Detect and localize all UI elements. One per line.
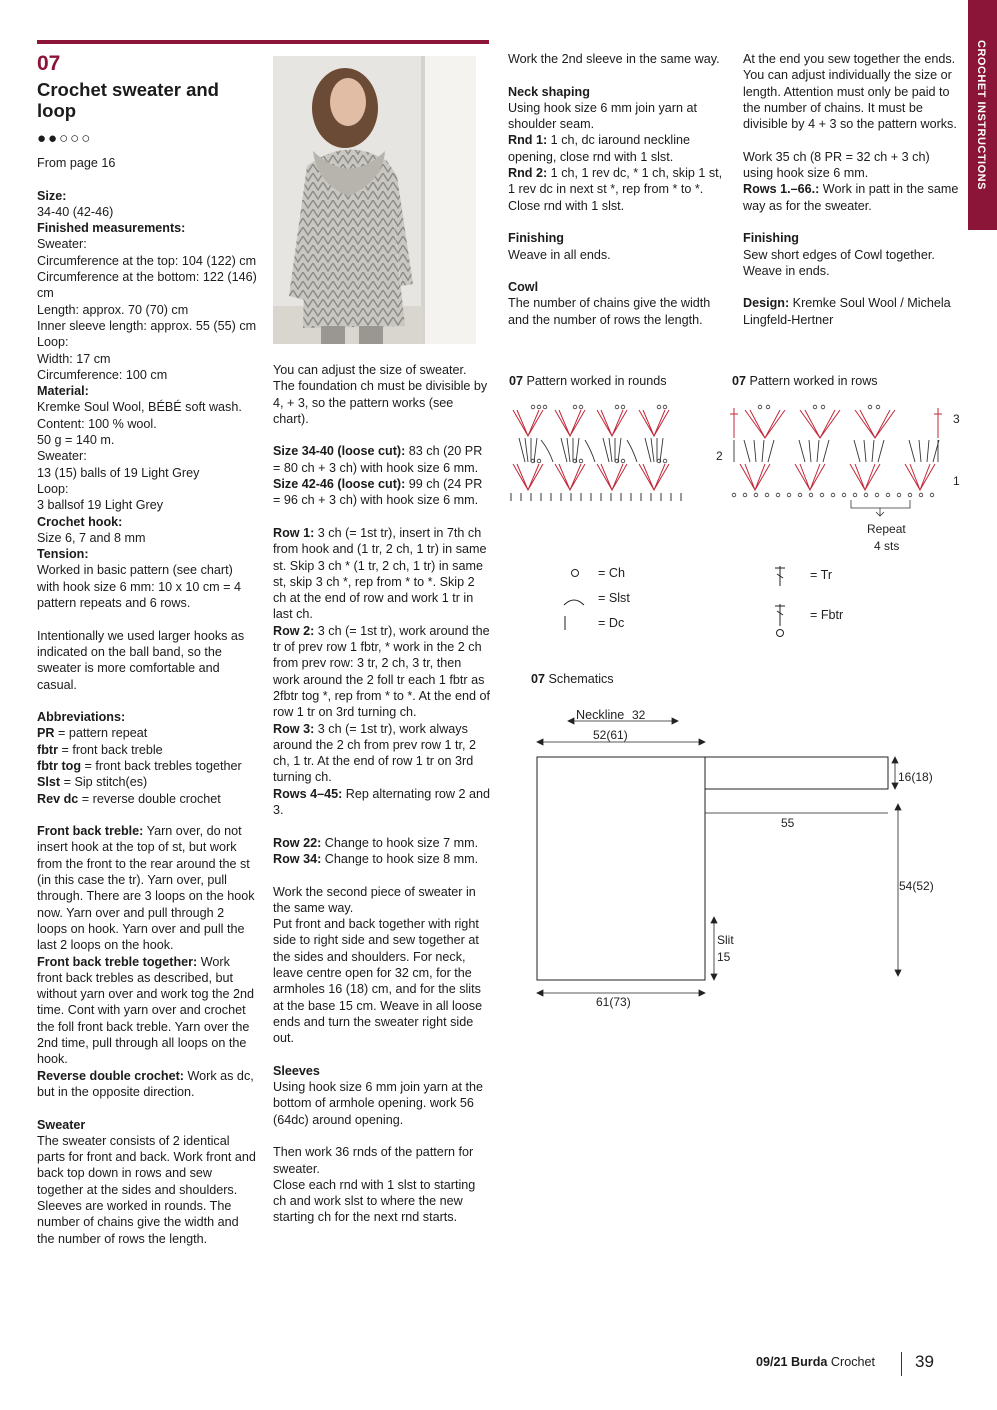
row-number-3: 3 [953,412,960,426]
size-value: 34-40 (42-46) [37,204,114,219]
repeat-label: Repeat [867,522,906,536]
schematics-title: 07 Schematics [531,672,614,686]
repeat-bracket [851,500,910,516]
rows-4-45: Rows 4–45: Rep alternating row 2 and 3. [273,786,491,818]
finishing-text: Weave in all ends. [508,247,611,262]
column-neck [508,51,726,328]
sweater-text: The sweater consists of 2 identical parts for front and back. Work front and back top down in rows and sew together at the sides and shoulders. Sleeves are worked in rounds. The number of chains give the width and the number of rows the length. [37,1133,256,1246]
neck-text: Using hook size 6 mm join yarn at shoulder seam. [508,100,697,132]
legend-rows [768,560,878,645]
model-photo [273,56,476,344]
size-1: Size 34-40 (loose cut): 83 ch (20 PR = 80 ch + 3 ch) with hook size 6 mm. [273,444,483,475]
column-materials [37,155,257,1247]
page-title: Crochet sweater and loop [37,79,219,121]
legend-tr: = Tr [810,568,833,582]
end-text: At the end you sew together the ends. You can adjust individually the size or length. Attention must only be paid to the number of chains. It must be divisible by 4 + 3 so the pattern works. [743,52,957,132]
sleeve-length: 55 [781,816,795,830]
material: Kremke Soul Wool, BÉBÉ soft wash. [37,400,242,415]
legend-dc: = Dc [598,616,625,630]
rounds-dc-row [511,493,681,501]
adjust-note: You can adjust the size of sweater. The foundation ch must be divisible by 4, + 3, so the pattern works (see chart). [273,363,488,426]
legend-slst: = Slst [598,591,630,605]
neckline-value: 32 [632,708,646,722]
hook-label: Crochet hook: [37,514,123,529]
sweater-label-2: Sweater: [37,449,87,464]
abbr-rev-dc: Rev dc = reverse double crochet [37,791,221,806]
neckline-label: Neckline [576,708,625,722]
loop-width: Width: 17 cm [37,351,111,366]
treble-icon [775,566,785,586]
loop-label-2: Loop: [37,481,69,496]
circ-top: Circumference at the top: 104 (122) cm [37,253,257,268]
rnd-1: Rnd 1: 1 ch, dc iaround neckline opening, close rnd with 1 slst. [508,133,691,164]
chart-rows-title: 07 Pattern worked in rows [732,374,878,388]
sleeves-text: Using hook size 6 mm join yarn at the bottom of armhole opening. work 56 (64dc) around opening. [273,1080,483,1127]
chart-rows [710,398,968,553]
abbr-pr: PR = pattern repeat [37,726,148,741]
repeat-sts: 4 sts [874,539,900,553]
legend-fbtr: = Fbtr [810,608,844,622]
pattern-number: 07 [37,52,61,75]
side-tab-label: CROCHET INSTRUCTIONS [975,40,987,190]
chain-icon [572,570,579,577]
front-back-treble-together: Front back treble together: Work front back trebles as described, but without yarn over and work tog the 2nd time. Cont with yarn over and crochet the foll front back treble. Yarn over the 2nd time, pull through all loops on the hook. [37,954,255,1067]
row-3: Row 3: 3 ch (= 1st tr), work always around the 2 ch from prev row 1 tr, 2 ch, 1 tr. At the end of row 1 tr on 3rd turning ch. [273,721,477,785]
neck-heading: Neck shaping [508,84,590,99]
finishing-text-2: Sew short edges of Cowl together. Weave in ends. [743,247,935,278]
weight: 50 g = 140 m. [37,433,115,448]
footer-issue: 09/21 Burda Crochet [756,1355,876,1369]
content: Content: 100 % wool. [37,416,157,431]
front-back-treble: Front back treble: Yarn over, do not insert hook at the top of st, but work from the front to the rear around the st (in this case the tr). Yarn over, pull through. There are 3 loops on the hook now. Yarn over and pull through 2 loops on hook. Yarn over and pull the last 2 loops on the hook. [37,824,255,953]
loop-balls: 3 ballsof 19 Light Grey [37,498,164,513]
legend-rounds [560,560,680,635]
second-piece: Work the second piece of sweater in the same way. [273,884,476,915]
design-credit: Design: Kremke Soul Wool / Michela Lingfeld-Hertner [743,296,951,327]
legend-ch: = Ch [598,566,625,580]
slit-label: Slit [717,933,734,947]
row-34: Row 34: Change to hook size 8 mm. [273,851,479,866]
rounds-text: Then work 36 rnds of the pattern for sweater. [273,1145,474,1176]
sweater-balls: 13 (15) balls of 19 Light Grey [37,465,200,480]
assemble: Put front and back together with right side to right side and sew together at the sides and shoulders. For neck, leave centre open for 32 cm, for the armholes 16 (18) cm, and for the slits at the base 15 cm. Weave in all loose ends and turn the sweater right side out. [273,917,483,1046]
body-length: 54(52) [899,879,934,893]
row-22: Row 22: Change to hook size 7 mm. [273,835,479,850]
abbr-slst: Slst = Sip stitch(es) [37,775,148,790]
loop-label: Loop: [37,335,69,350]
schematics [530,700,950,1020]
column-cowl [743,51,963,328]
abbr-label: Abbreviations: [37,710,126,725]
size-2: Size 42-46 (loose cut): 99 ch (24 PR = 96 ch + 3 ch) with hook size 6 mm. [273,477,483,508]
fbtr-icon [775,604,785,626]
sweater-label: Sweater: [37,237,87,252]
row-2: Row 2: 3 ch (= 1st tr), work around the tr of prev row 1 fbtr, * work in the 2 ch from prev row: 3 tr, 2 ch, 3 tr, then work around the 2 foll tr each 1 fbtr as 2fbtr tog *, rep from * to *. At the end of row 1 tr on 3rd turning ch. [273,623,491,720]
column-instructions [273,362,491,1226]
circ-bottom: Circumference at the bottom: 122 (146) cm [37,270,257,301]
footer-divider [901,1352,902,1376]
slit-value: 15 [717,950,731,964]
size-label: Size: [37,188,67,203]
rounds-bottom-fans [513,464,669,490]
sleeve-height: 16(18) [898,770,933,784]
rnd-2: Rnd 2: 1 ch, 1 rev dc, * 1 ch, skip 1 st, 1 rev dc in next st *, rep from * to *. Close rnd with 1 slst. [508,166,723,213]
sweater-outline [537,757,888,980]
row-1: Row 1: 3 ch (= 1st tr), insert in 7th ch from hook and (1 tr, 2 ch, 1 tr) in same st. Skip 3 ch * (1 tr, 2 ch, 1 tr) in same st, skip 3 ch *, rep from * to *. Skip 2 ch at the end of row and work 1 tr in last ch. [273,525,487,622]
side-tab [968,0,997,230]
tension: Worked in basic pattern (see chart) with hook size 6 mm: 10 x 10 cm = 4 pattern repeats and 6 rows. [37,563,242,611]
tension-label: Tension: [37,547,89,562]
rounds-top-fans [513,410,669,436]
finishing-heading-2: Finishing [743,231,799,246]
chart-rounds [505,398,695,508]
intentional-note: Intentionally we used larger hooks as indicated on the ball band, so the sweater is more comfortable and casual. [37,628,245,692]
work-35: Work 35 ch (8 PR = 32 ch + 3 ch) using hook size 6 mm. [743,149,930,181]
abbr-fbtr: fbtr = front back treble [37,742,163,757]
finished-label: Finished measurements: [37,221,186,236]
bottom-width: 61(73) [596,995,631,1009]
inner-sleeve: Inner sleeve length: approx. 55 (55) cm [37,318,257,333]
reverse-double-crochet: Reverse double crochet: Work as dc, but in the opposite direction. [37,1068,254,1099]
chart-rounds-title: 07 Pattern worked in rounds [509,374,667,388]
difficulty-rating: ●●○○○ [37,130,93,147]
hook: Size 6, 7 and 8 mm [37,530,146,545]
header-rule [37,40,489,44]
second-sleeve: Work the 2nd sleeve in the same way. [508,52,720,66]
cowl-text: The number of chains give the width and the number of rows the length. [508,296,711,327]
loop-circumference: Circumference: 100 cm [37,367,168,382]
row-number-1: 1 [953,474,960,488]
page-number: 39 [915,1352,934,1371]
finishing-heading: Finishing [508,231,564,246]
material-label: Material: [37,384,89,399]
sleeves-heading: Sleeves [273,1063,320,1078]
rows-1-66: Rows 1.–66.: Work in patt in the same way as for the sweater. [743,182,959,213]
cowl-heading: Cowl [508,280,539,295]
from-page: From page 16 [37,156,116,170]
length: Length: approx. 70 (70) cm [37,302,189,317]
top-width: 52(61) [593,728,628,742]
abbr-fbtr-tog: fbtr tog = front back trebles together [37,758,242,773]
close-text: Close each rnd with 1 slst to starting ch and work slst to where the new starting ch for the next rnd starts. [273,1177,476,1225]
sweater-heading: Sweater [37,1117,86,1132]
row-number-2: 2 [716,449,723,463]
slip-stitch-icon [564,600,584,605]
